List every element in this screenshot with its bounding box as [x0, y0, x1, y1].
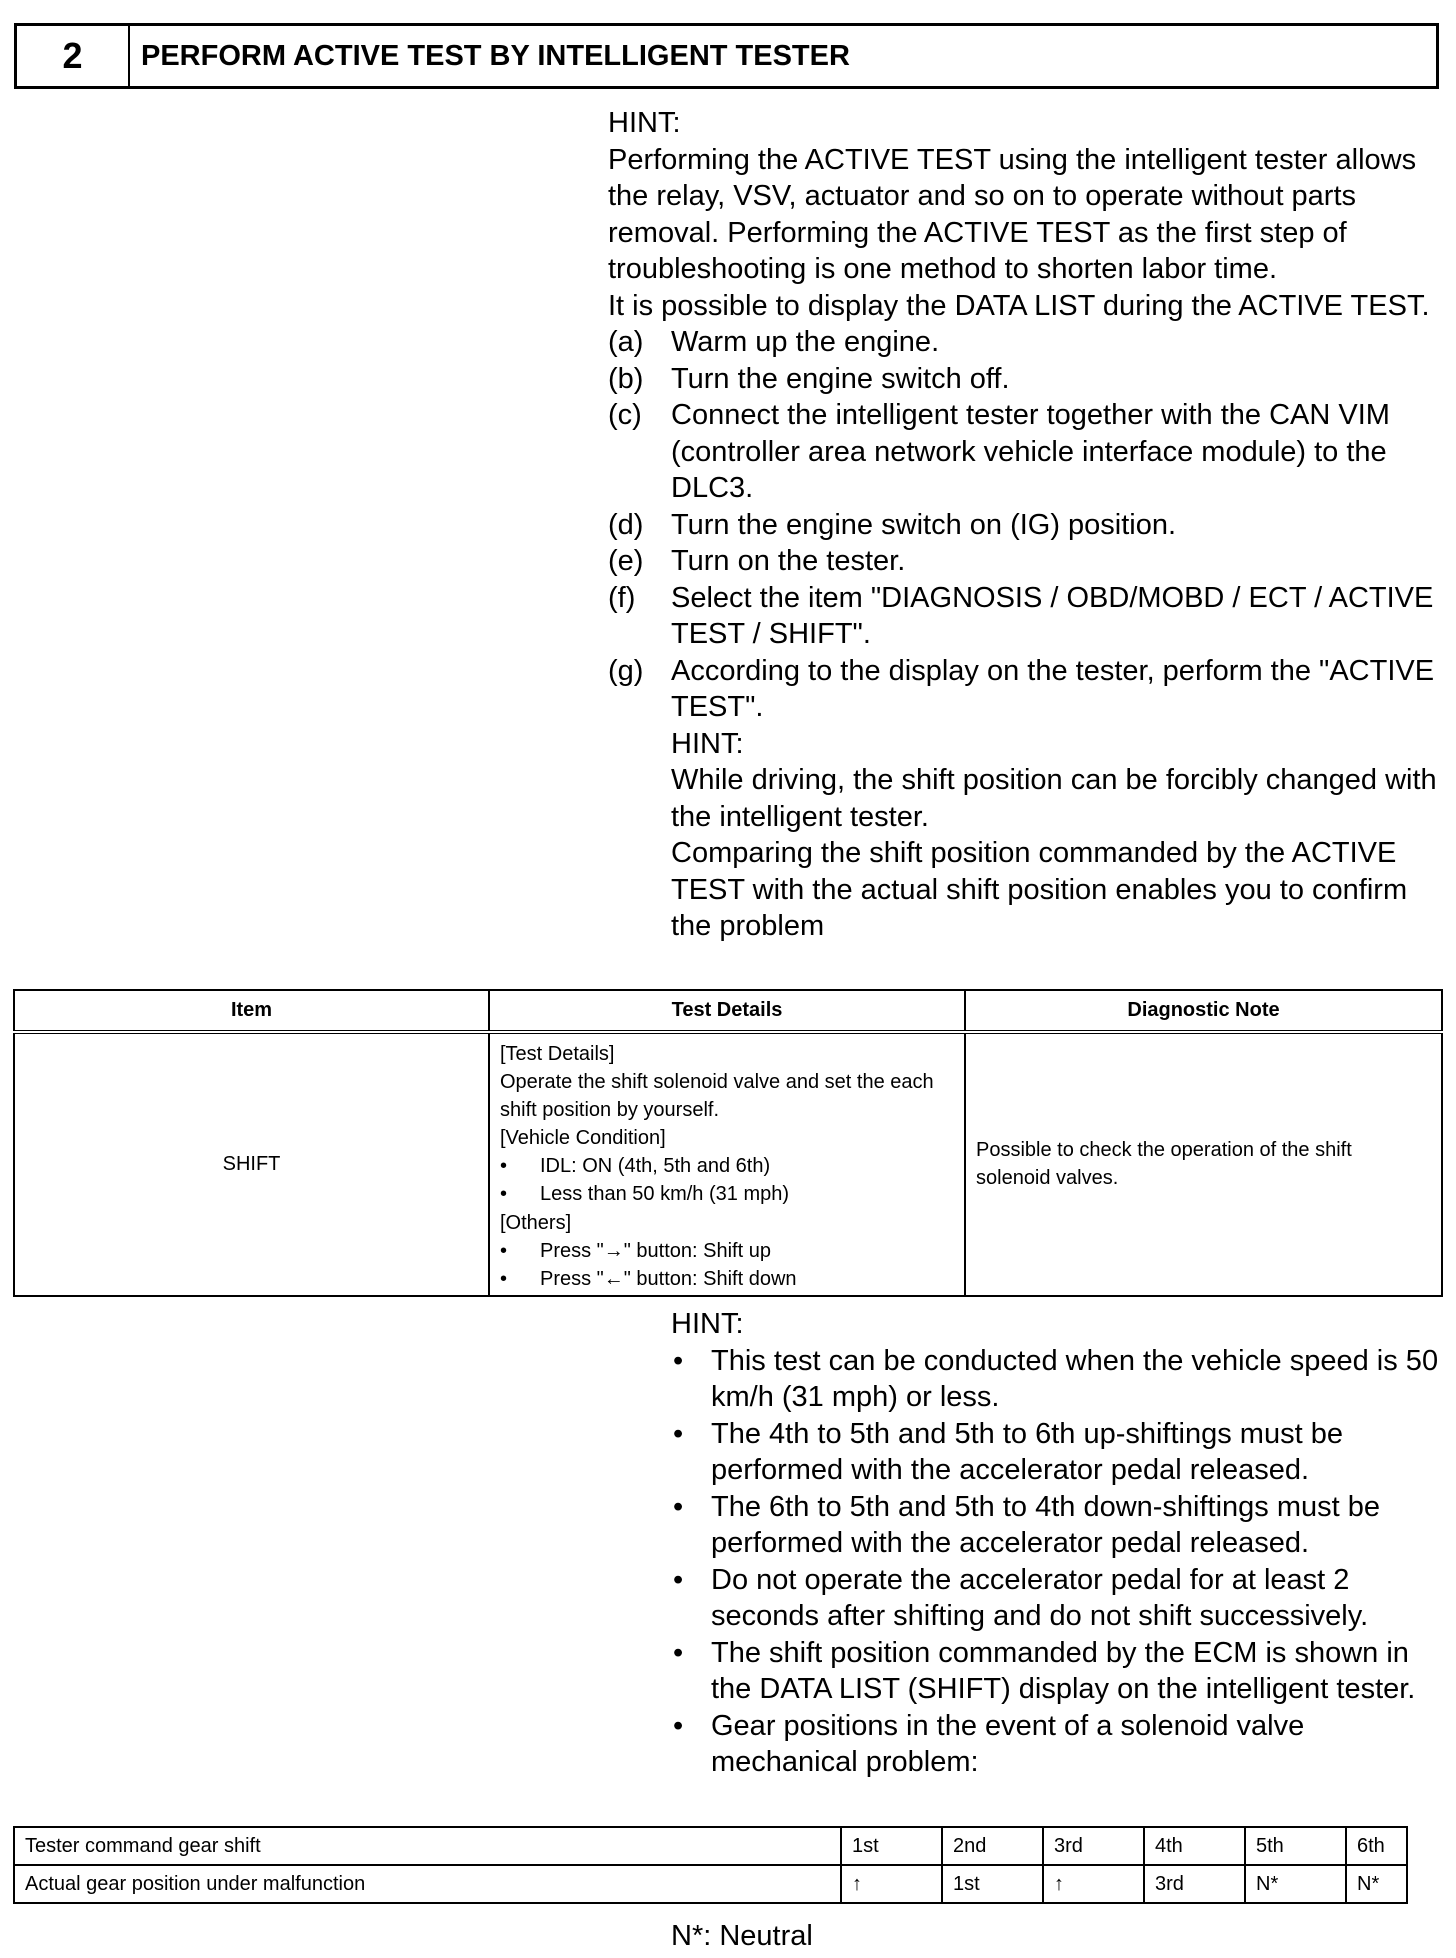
column-header: Diagnostic Note: [965, 990, 1442, 1032]
procedure-step: [608, 507, 1443, 544]
intro-paragraph: Performing the ACTIVE TEST using the intelligent tester allows the relay, VSV, actuator and so on to operate without parts removal. Performing the ACTIVE TEST as the first step of troubleshooting is one method to shorten labor time.: [608, 143, 1417, 285]
step-letter: (f): [608, 581, 636, 614]
row-label: Actual gear position under malfunction: [14, 1865, 841, 1903]
step-letter: (b): [608, 362, 644, 395]
step-number: 2: [17, 26, 130, 86]
details-bullet-item: [500, 1265, 954, 1293]
details-bullet-text: Less than 50 km/h (31 mph): [540, 1183, 790, 1206]
details-bullet-text: IDL: ON (4th, 5th and 6th): [540, 1155, 771, 1178]
active-test-table: [13, 989, 1443, 1297]
list-item: [671, 1416, 1441, 1489]
bullet-icon: •: [673, 1344, 684, 1377]
test-details-cell: [489, 1032, 965, 1296]
bullet-icon: •: [673, 1709, 684, 1742]
hint-text: While driving, the shift position can be forcibly changed with the intelligent tester.: [671, 764, 1437, 833]
bullet-icon: •: [500, 1155, 508, 1178]
gear-cell: 3rd: [1144, 1865, 1245, 1903]
list-item: [671, 1562, 1441, 1635]
step-text: Select the item "DIAGNOSIS / OBD/MOBD / ECT / ACTIVE TEST / SHIFT".: [671, 581, 1434, 650]
procedure-step: [608, 397, 1443, 507]
hint-item-text: The 6th to 5th and 5th to 4th down-shiftings must be performed with the accelerator pedal released.: [711, 1490, 1381, 1559]
hint-text: Comparing the shift position commanded by the ACTIVE TEST with the actual shift position enables you to confirm the problem: [671, 837, 1408, 942]
step-header: [14, 23, 1439, 89]
step-text-group: [671, 653, 1443, 945]
gear-cell: 1st: [942, 1865, 1043, 1903]
column-header: Test Details: [489, 990, 965, 1032]
gear-cell: 6th: [1346, 1827, 1407, 1865]
gear-cell: 4th: [1144, 1827, 1245, 1865]
intro-paragraph: It is possible to display the DATA LIST during the ACTIVE TEST.: [608, 289, 1430, 322]
list-item: [671, 1489, 1441, 1562]
details-line: [Test Details]: [500, 1043, 615, 1065]
step-letter: (d): [608, 508, 644, 541]
hint-list: [671, 1343, 1441, 1781]
row-label: Tester command gear shift: [14, 1827, 841, 1865]
table-row: [14, 1032, 1442, 1296]
procedure-step: [608, 653, 1443, 945]
hint-label: HINT:: [671, 1308, 744, 1340]
gear-cell: 5th: [1245, 1827, 1346, 1865]
column-header: Item: [14, 990, 489, 1032]
list-item: [671, 1343, 1441, 1416]
table-header-row: [14, 990, 1442, 1032]
step-letter: (e): [608, 545, 644, 577]
hint-item-text: The 4th to 5th and 5th to 6th up-shiftings must be performed with the accelerator pedal released.: [711, 1417, 1343, 1486]
step-text: Warm up the engine.: [671, 326, 940, 358]
hint-section: [671, 1306, 1441, 1781]
gear-cell: 2nd: [942, 1827, 1043, 1865]
gear-cell: N*: [1346, 1865, 1407, 1903]
intro-section: [608, 105, 1443, 945]
step-text: Turn the engine switch on (IG) position.: [671, 508, 1177, 541]
step-text: Connect the intelligent tester together with the CAN VIM (controller area network vehicle interface module) to the DLC3.: [671, 399, 1390, 504]
bullet-icon: •: [673, 1636, 684, 1669]
step-text: Turn on the tester.: [671, 545, 906, 577]
step-letter: (g): [608, 654, 644, 687]
step-letter: (a): [608, 326, 644, 358]
details-bullet-item: [500, 1237, 954, 1265]
procedure-step: [608, 543, 1443, 580]
step-title: PERFORM ACTIVE TEST BY INTELLIGENT TESTER: [141, 39, 850, 72]
bullet-icon: •: [673, 1563, 684, 1596]
hint-label: HINT:: [671, 727, 744, 760]
bullet-icon: •: [500, 1183, 508, 1206]
bullet-icon: •: [673, 1417, 684, 1450]
details-bullet-item: [500, 1180, 954, 1208]
gear-cell: 3rd: [1043, 1827, 1144, 1865]
procedure-step: [608, 324, 1443, 361]
details-bullet-item: [500, 1152, 954, 1180]
list-item: [671, 1635, 1441, 1708]
table-row: [14, 1827, 1407, 1865]
list-item: [671, 1708, 1441, 1781]
details-line: [Others]: [500, 1211, 572, 1234]
procedure-step: [608, 580, 1443, 653]
gear-cell: N*: [1245, 1865, 1346, 1903]
diagnostic-note-cell: Possible to check the operation of the shift solenoid valves.: [965, 1032, 1442, 1296]
details-bullet-text: Press "→" button: Shift up: [540, 1239, 771, 1262]
hint-item-text: The shift position commanded by the ECM is shown in the DATA LIST (SHIFT) display on the intelligent tester.: [711, 1636, 1416, 1705]
procedure-steps: [608, 324, 1443, 945]
step-text: According to the display on the tester, perform the "ACTIVE TEST".: [671, 654, 1435, 723]
gear-cell: 1st: [841, 1827, 942, 1865]
step-letter: (c): [608, 399, 642, 431]
details-line: Operate the shift solenoid valve and set the each shift position by yourself.: [500, 1071, 934, 1122]
bullet-icon: •: [500, 1239, 508, 1262]
bullet-icon: •: [673, 1490, 684, 1523]
gear-position-table: [13, 1826, 1408, 1904]
gear-cell: ↑: [1043, 1865, 1144, 1903]
bullet-icon: •: [500, 1267, 508, 1290]
procedure-step: [608, 361, 1443, 398]
gear-cell: ↑: [841, 1865, 942, 1903]
step-text: Turn the engine switch off.: [671, 362, 1010, 395]
footnote: N*: Neutral: [671, 1920, 813, 1952]
details-bullet-text: Press "←" button: Shift down: [540, 1267, 797, 1290]
item-cell: SHIFT: [14, 1032, 489, 1296]
hint-item-text: Gear positions in the event of a solenoid valve mechanical problem:: [711, 1709, 1305, 1778]
table-row: [14, 1865, 1407, 1903]
hint-item-text: This test can be conducted when the vehicle speed is 50 km/h (31 mph) or less.: [711, 1344, 1439, 1413]
hint-label: HINT:: [608, 107, 681, 139]
hint-item-text: Do not operate the accelerator pedal for at least 2 seconds after shifting and do not shift successively.: [711, 1563, 1369, 1632]
details-line: [Vehicle Condition]: [500, 1127, 666, 1150]
